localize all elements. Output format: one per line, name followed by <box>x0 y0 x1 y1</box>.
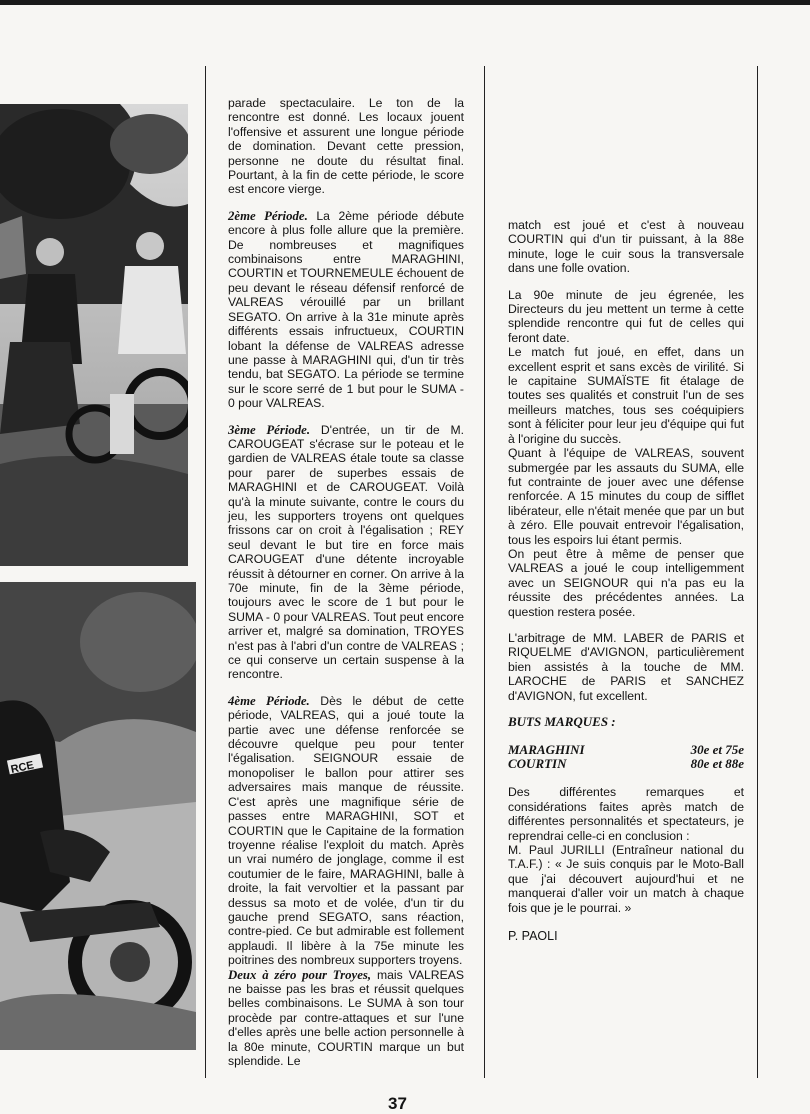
paragraph-third-period <box>228 423 464 682</box>
goals-heading: BUTS MARQUES : <box>508 714 616 729</box>
motoball-players-photo <box>0 104 188 566</box>
paragraph-fourth-period <box>228 694 464 968</box>
paragraph-quote: M. Paul JURILLI (Entraîneur national du T.A.F.) : « Je suis conquis par le Moto-Ball que j'ai découvert aujourd'hui et ne manquerai d'aller voir un match à chaque fois que je le pourrai. » <box>508 843 744 915</box>
two-nil-text: mais VALREAS ne baisse pas les bras et réussit quelques belles combinaisons. Le SUMA à son tour procède par contre-attaques et sur l'une d'elles après une belle action personnelle à la 80e minute, COURTIN marque un but splendide. Le <box>228 967 464 1068</box>
paragraph-spirit: Le match fut joué, en effet, dans un excellent esprit et sans excès de virilité. Si le capitaine SUMAÏSTE fit étalage de toutes ses qualités et construit l'un de ses meilleurs matches, tous ses coéquipiers sont à féliciter pour leur jeu d'équipe qui fut à l'origine du succès. <box>508 345 744 446</box>
article-column-right <box>508 218 744 943</box>
goal-player: MARAGHINI <box>508 742 585 758</box>
players-photo-graphic <box>0 104 188 566</box>
top-border <box>0 0 810 5</box>
article-column-middle <box>228 96 464 1080</box>
paragraph-referees: L'arbitrage de MM. LABER de PARIS et RIQUELME d'AVIGNON, particulièrement bien assistés à la touche de MM. LAROCHE de PARIS et SANCHEZ d'AVIGNON, fut excellent. <box>508 630 744 703</box>
column-rule-middle <box>484 66 485 1078</box>
second-period-text: La 2ème période débute encore à plus folle allure que la première. De nombreuses et magnifiques combinaisons entre MARAGHINI, COURTIN et TOURNEMEULE échouent de peu devant le réseau défensif renforcé de VALREAS vérouillé par un brillant SEGATO. On arrive à la 31e minute après différents essais infructueux, COURTIN lobant la défense de VALREAS adresse une passe à MARAGHINI qui, d'un tir très tendu, bat SEGATO. La période se termine sur le score serré de 1 but pour le SUMA - 0 pour VALREAS. <box>228 208 464 411</box>
goal-row <box>508 757 744 771</box>
goal-minutes: 30e et 75e <box>690 742 744 758</box>
action-photo-graphic <box>0 582 196 1050</box>
two-nil-heading: Deux à zéro pour Troyes, <box>228 967 372 982</box>
paragraph-second-period <box>228 209 464 411</box>
goal-player: COURTIN <box>508 756 567 772</box>
motoball-action-photo <box>0 582 196 1050</box>
column-rule-left <box>205 66 206 1078</box>
paragraph-remarks: Des différentes remarques et considérations faites après match de différentes personnalités et spectateurs, je reprendrai celle-ci en conclusion : <box>508 785 744 843</box>
second-period-heading: 2ème Période. <box>228 208 308 223</box>
third-period-text: D'entrée, un tir de M. CAROUGEAT s'écrase sur le poteau et le gardien de VALREAS étale toute sa classe pour parer de superbes essais de MARAGHINI et de CAROUGEAT. Voilà qu'à la minute suivante, contre le cours du jeu, les supporters troyens ont quelques frissons car on croit à l'égalisation ; REY seul devant le but tire en force mais CAROUGEAT d'une détente incroyable réussit à détourner en corner. On arrive à la 70e minute, fin de la 3ème période, toujours avec le score de 1 but pour le SUMA - 0 pour VALREAS. Tout peut encore arriver et, malgré sa domination, TROYES n'est pas à l'abri d'un contre de VALREAS ; ce qui conserve un certain suspense à la rencontre. <box>228 422 464 682</box>
goal-minutes: 80e et 88e <box>690 756 744 772</box>
paragraph-two-nil <box>228 968 464 1069</box>
paragraph-question: On peut être à même de penser que VALREAS a joué le coup intelligemment avec un SEIGNOUR qui n'a pas eu la réussite des précédentes années. La question restera posée. <box>508 546 744 619</box>
column-rule-right <box>757 66 758 1078</box>
paragraph-intro: parade spectaculaire. Le ton de la rencontre est donné. Les locaux jouent l'offensive et assurent une longue période de domination. Devant cette pression, personne ne doute du résultat final. Pourtant, à la fin de cette période, le score est encore vierge. <box>228 96 464 197</box>
paragraph-final-goal: match est joué et c'est à nouveau COURTIN qui d'un tir puissant, à la 88e minute, loge le cuir sous la transversale dans une folle ovation. <box>508 218 744 276</box>
paragraph-valreas: Quant à l'équipe de VALREAS, souvent submergée par les assauts du SUMA, elle fut contrainte de jouer avec une défense renforcée. A 15 minutes du coup de sifflet libérateur, elle n'était menée que par un but à zéro. Elle pouvait entrevoir l'égalisation, tous les espoirs lui étant permis. <box>508 446 744 547</box>
third-period-heading: 3ème Période. <box>228 422 311 437</box>
fourth-period-heading: 4ème Période. <box>228 693 310 708</box>
jersey-text: RCE <box>9 759 35 776</box>
author-signature: P. PAOLI <box>508 929 558 944</box>
goal-row <box>508 743 744 757</box>
page-number: 37 <box>388 1094 407 1113</box>
fourth-period-text: Dès le début de cette période, VALREAS, qui a joué toute la partie avec une défense renforcée se découvre quelque peu pour tenter l'égalisation. SEIGNOUR essaie de monopoliser le ballon pour attirer ses adversaires mais manque de réussite. C'est après une magnifique série de passes entre MARAGHINI, SOT et COURTIN que le Capitaine de la formation troyenne réalise l'exploit du match. Après un vrai numéro de jonglage, comme il est coutumier de le faire, MARAGHINI, balle à droite, la fait vervoltier et la passant par dessus sa moto et de volée, d'un tir du gauche prend SEGATO, sans réaction, contre-pied. Ce but admirable est follement applaudi. Il libère à la 75e minute les poitrines des nombreux supporters troyens. <box>228 693 464 968</box>
paragraph-full-time: La 90e minute de jeu égrenée, les Directeurs du jeu mettent un terme à cette splendide rencontre qui fut de celles qui feront date. <box>508 287 744 345</box>
